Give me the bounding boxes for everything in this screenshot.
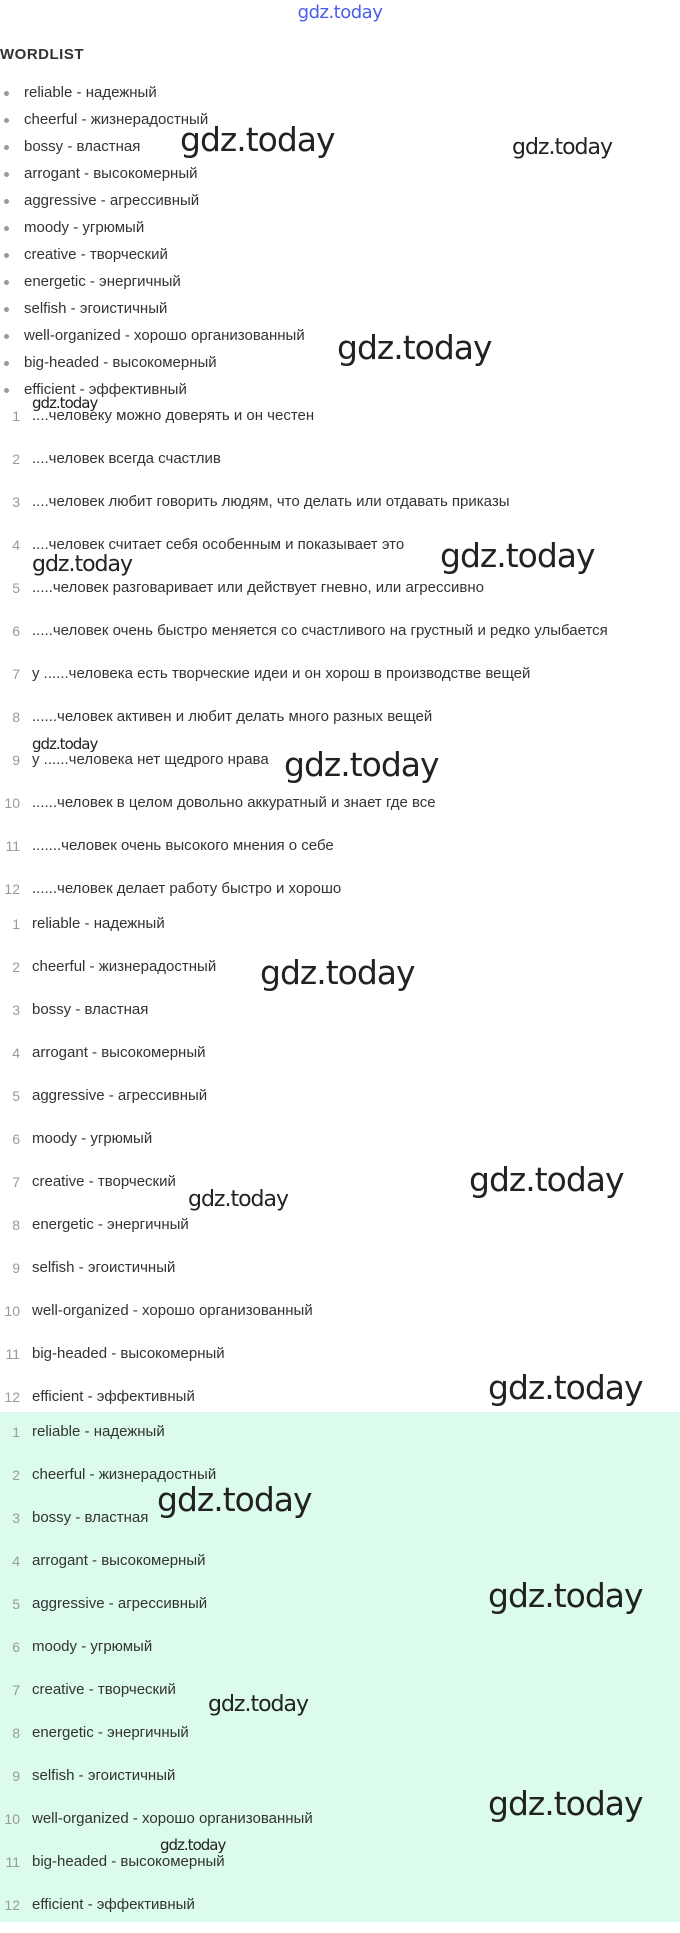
answer-text: big-headed - высокомерный — [32, 1853, 225, 1870]
watermark: gdz.today — [512, 135, 613, 160]
answer-text: selfish - эгоистичный — [32, 1767, 176, 1784]
answer-text: bossy - властная — [32, 1001, 149, 1018]
item-number: 12 — [4, 1389, 20, 1405]
answer-text: well-organized - хорошо организованный — [32, 1810, 313, 1827]
item-number: 12 — [4, 1897, 20, 1913]
item-number: 2 — [12, 451, 20, 467]
watermark: gdz.today — [469, 1160, 624, 1199]
sentence-text: ....человеку можно доверять и он честен — [32, 407, 315, 424]
item-number: 12 — [4, 881, 20, 897]
item-number: 1 — [12, 916, 20, 932]
answer-text: selfish - эгоистичный — [32, 1259, 176, 1276]
watermark: gdz.today — [260, 953, 415, 992]
page-title: WORDLIST — [0, 46, 84, 63]
item-number: 2 — [12, 959, 20, 975]
list-item: creative - творческий — [0, 241, 305, 268]
watermark: gdz.today — [208, 1692, 309, 1717]
item-number: 9 — [12, 1260, 20, 1276]
answer-text: reliable - надежный — [32, 1423, 165, 1440]
sentence-text: у ......человека есть творческие идеи и он хорош в производстве вещей — [32, 665, 531, 682]
item-number: 6 — [12, 1639, 20, 1655]
sentence-text: ......человек делает работу быстро и хорошо — [32, 880, 342, 897]
watermark: gdz.today — [488, 1368, 643, 1407]
watermark: gdz.today — [188, 1187, 289, 1212]
watermark: gdz.today — [337, 328, 492, 367]
list-item: well-organized - хорошо организованный — [0, 322, 305, 349]
watermark: gdz.today — [32, 735, 98, 753]
list-item: arrogant - высокомерный — [0, 160, 305, 187]
item-number: 7 — [12, 666, 20, 682]
item-number: 3 — [12, 1002, 20, 1018]
answer-text: well-organized - хорошо организованный — [32, 1302, 313, 1319]
watermark: gdz.today — [440, 536, 595, 575]
answer-text: bossy - властная — [32, 1509, 149, 1526]
item-number: 4 — [12, 537, 20, 553]
answer-text: creative - творческий — [32, 1173, 176, 1190]
list-item: moody - угрюмый — [0, 214, 305, 241]
list-item: energetic - энергичный — [0, 268, 305, 295]
item-number: 5 — [12, 1596, 20, 1612]
item-number: 11 — [5, 838, 20, 854]
answer-text: moody - угрюмый — [32, 1130, 153, 1147]
list-item: cheerful - жизнерадостный — [0, 106, 305, 133]
item-number: 1 — [12, 408, 20, 424]
watermark: gdz.today — [488, 1576, 643, 1615]
sentence-text: у ......человека нет щедрого нрава — [32, 751, 269, 768]
list-item: reliable - надежный — [0, 79, 305, 106]
watermark: gdz.today — [488, 1784, 643, 1823]
list-item: efficient - эффективный — [0, 376, 305, 403]
item-number: 3 — [12, 494, 20, 510]
item-number: 7 — [12, 1682, 20, 1698]
watermark: gdz.today — [284, 745, 439, 784]
sentence-text: ......человек активен и любит делать много разных вещей — [32, 708, 433, 725]
answer-text: energetic - энергичный — [32, 1216, 189, 1233]
answer-text: cheerful - жизнерадостный — [32, 1466, 217, 1483]
item-number: 5 — [12, 580, 20, 596]
watermark: gdz.today — [180, 120, 335, 159]
item-number: 5 — [12, 1088, 20, 1104]
item-number: 10 — [4, 795, 20, 811]
item-number: 4 — [12, 1553, 20, 1569]
item-number: 4 — [12, 1045, 20, 1061]
item-number: 1 — [12, 1424, 20, 1440]
list-item: aggressive - агрессивный — [0, 187, 305, 214]
item-number: 6 — [12, 1131, 20, 1147]
list-item: selfish - эгоистичный — [0, 295, 305, 322]
answer-text: reliable - надежный — [32, 915, 165, 932]
item-number: 9 — [12, 752, 20, 768]
item-number: 10 — [4, 1303, 20, 1319]
watermark: gdz.today — [157, 1480, 312, 1519]
site-logo[interactable]: gdz.today — [297, 2, 383, 23]
item-number: 9 — [12, 1768, 20, 1784]
item-number: 11 — [5, 1854, 20, 1870]
list-item: big-headed - высокомерный — [0, 349, 305, 376]
list-item: bossy - властная — [0, 133, 305, 160]
answer-text: arrogant - высокомерный — [32, 1044, 206, 1061]
answer-text: creative - творческий — [32, 1681, 176, 1698]
sentence-text: .......человек очень высокого мнения о себе — [32, 837, 334, 854]
item-number: 6 — [12, 623, 20, 639]
answer-text: arrogant - высокомерный — [32, 1552, 206, 1569]
item-number: 10 — [4, 1811, 20, 1827]
sentence-text: ....человек считает себя особенным и показывает это — [32, 536, 405, 553]
watermark: gdz.today — [160, 1836, 226, 1854]
item-number: 3 — [12, 1510, 20, 1526]
sentence-text: .....человек очень быстро меняется со счастливого на грустный и редко улыбается — [32, 622, 608, 639]
item-number: 7 — [12, 1174, 20, 1190]
item-number: 8 — [12, 1217, 20, 1233]
sentence-text: ....человек любит говорить людям, что делать или отдавать приказы — [32, 493, 510, 510]
answer-text: moody - угрюмый — [32, 1638, 153, 1655]
item-number: 8 — [12, 1725, 20, 1741]
answer-text: efficient - эффективный — [32, 1896, 195, 1913]
item-number: 2 — [12, 1467, 20, 1483]
watermark: gdz.today — [32, 394, 98, 412]
answer-text: aggressive - агрессивный — [32, 1595, 208, 1612]
answer-text: cheerful - жизнерадостный — [32, 958, 217, 975]
item-number: 11 — [5, 1346, 20, 1362]
item-number: 8 — [12, 709, 20, 725]
answer-text: big-headed - высокомерный — [32, 1345, 225, 1362]
answer-text: efficient - эффективный — [32, 1388, 195, 1405]
answer-text: aggressive - агрессивный — [32, 1087, 208, 1104]
sentence-text: ....человек всегда счастлив — [32, 450, 221, 467]
watermark: gdz.today — [32, 552, 133, 577]
sentence-text: .....человек разговаривает или действует гневно, или агрессивно — [32, 579, 484, 596]
answer-text: energetic - энергичный — [32, 1724, 189, 1741]
sentence-text: ......человек в целом довольно аккуратный и знает где все — [32, 794, 436, 811]
